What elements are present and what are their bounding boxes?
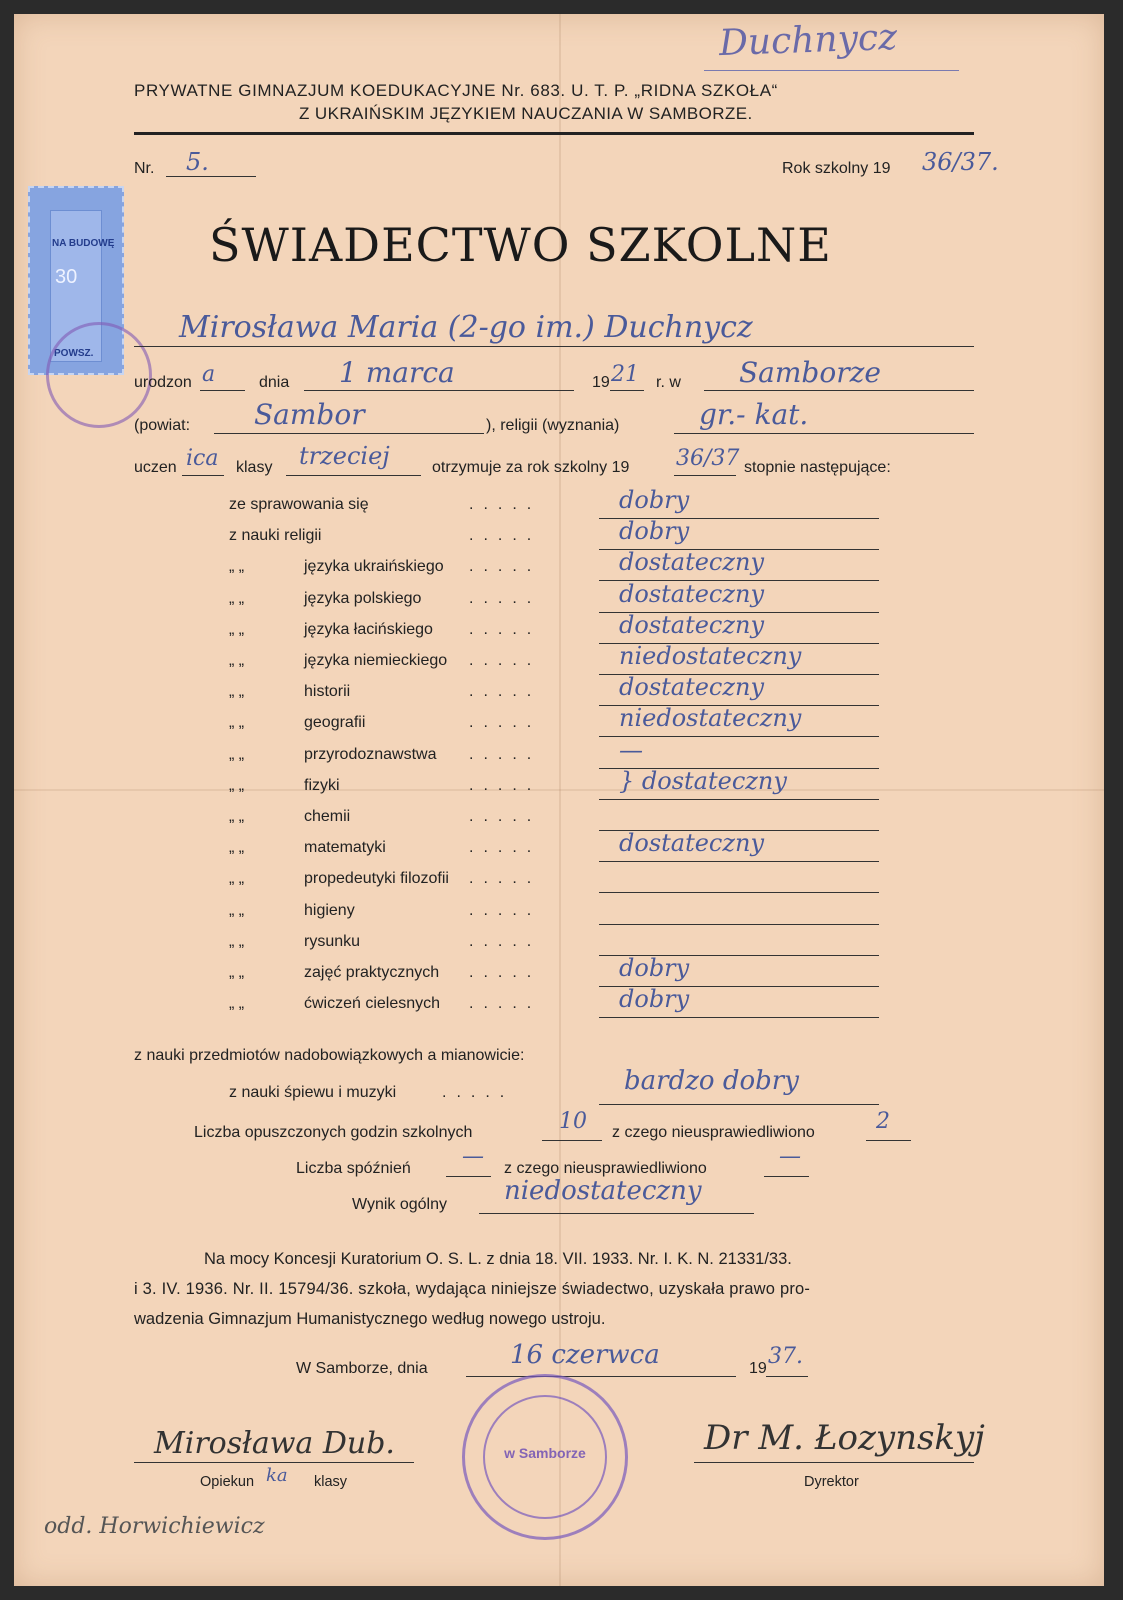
grade-row-dots: ..... bbox=[469, 558, 542, 576]
grade-row-dots: ..... bbox=[469, 683, 542, 701]
grade-row-ditto: „ „ bbox=[229, 901, 245, 919]
grade-row-grade: dostateczny bbox=[619, 610, 765, 639]
grade-row bbox=[14, 870, 1104, 901]
grade-row bbox=[14, 548, 1104, 589]
grade-row-dots: ..... bbox=[469, 620, 542, 638]
grade-row-grade: dostateczny bbox=[619, 673, 765, 702]
grade-row-grade: niedostateczny bbox=[619, 642, 802, 670]
revenue-stamp-value: 30 bbox=[55, 266, 78, 288]
bottom-note: odd. Horwichiewicz bbox=[44, 1514, 265, 1539]
grade-row-ditto: „ „ bbox=[229, 652, 245, 669]
grade-row bbox=[14, 610, 1104, 652]
grade-row-subject: zajęć praktycznych bbox=[304, 964, 440, 981]
number-value: 5. bbox=[186, 148, 209, 176]
grade-row-ditto: „ „ bbox=[229, 839, 245, 857]
grade-row-dots: ..... bbox=[469, 589, 542, 607]
late-unexcused-value: — bbox=[779, 1144, 801, 1169]
grade-row-dots: ..... bbox=[469, 808, 542, 825]
grade-row-ditto: „ „ bbox=[229, 964, 245, 981]
grade-row-dots: ..... bbox=[469, 964, 542, 981]
grade-row-subject: z nauki religii bbox=[229, 527, 322, 545]
revenue-stamp-bottom-text: POWSZ. bbox=[54, 348, 94, 359]
birth-day-label: dnia bbox=[259, 374, 290, 391]
grade-row-ditto: „ „ bbox=[229, 589, 245, 607]
grade-row-underline bbox=[599, 1017, 879, 1018]
religion-underline bbox=[674, 433, 974, 434]
late-label: Liczba spóźnień bbox=[296, 1160, 411, 1177]
grade-row-underline bbox=[599, 799, 879, 800]
pupil-suffix: ica bbox=[186, 446, 219, 471]
grade-row bbox=[14, 933, 1104, 964]
grade-row-subject: języka ukraińskiego bbox=[304, 558, 444, 576]
student-name-underline bbox=[134, 346, 974, 347]
late-underline bbox=[446, 1176, 491, 1177]
grade-row-dots: ..... bbox=[469, 995, 542, 1013]
issued-year-prefix: 19 bbox=[749, 1360, 767, 1377]
grade-row-grade: dobry bbox=[619, 486, 690, 514]
grade-row-subject: ćwiczeń cielesnych bbox=[304, 995, 441, 1013]
school-year-value: 36/37. bbox=[922, 148, 999, 176]
missed-hours-value: 10 bbox=[559, 1109, 587, 1134]
grade-row-subject: chemii bbox=[304, 808, 351, 825]
birth-date-underline bbox=[304, 390, 574, 391]
optional-subject-dots: ..... bbox=[442, 1084, 515, 1101]
issued-year-suffix: 37. bbox=[768, 1344, 803, 1369]
grade-row-subject: języka niemieckiego bbox=[304, 652, 448, 669]
missed-unexcused-underline bbox=[866, 1140, 911, 1141]
legal-text-line-2: i 3. IV. 1936. Nr. II. 15794/36. szkoła, wydająca niniejsze świadectwo, uzyskała prawo pro- bbox=[134, 1280, 811, 1298]
header-rule bbox=[134, 132, 974, 135]
result-label: Wynik ogólny bbox=[352, 1196, 448, 1213]
grade-row-dots: ..... bbox=[469, 527, 542, 545]
grade-row-dots: ..... bbox=[469, 714, 542, 732]
district-underline bbox=[214, 433, 484, 434]
grade-row bbox=[14, 704, 1104, 745]
birth-year-prefix: 19 bbox=[592, 374, 610, 391]
district-value: Sambor bbox=[254, 398, 365, 431]
grade-row-underline bbox=[599, 892, 879, 893]
optional-subjects-label: z nauki przedmiotów nadobowiązkowych a mianowicie: bbox=[134, 1047, 525, 1064]
class-underline bbox=[286, 475, 421, 476]
missed-unexcused-value: 2 bbox=[876, 1109, 890, 1134]
issued-label: W Samborze, dnia bbox=[296, 1360, 428, 1377]
issued-year-underline bbox=[766, 1376, 808, 1377]
grade-row bbox=[14, 517, 1104, 558]
grade-row-dots: ..... bbox=[469, 932, 542, 950]
grade-row-grade: dostateczny bbox=[619, 548, 765, 577]
school-round-stamp-center: w Samborze bbox=[504, 1445, 586, 1461]
grade-row-dots: ..... bbox=[469, 652, 542, 669]
receives-year: 36/37 bbox=[676, 446, 740, 471]
guardian-label-a: Opiekun bbox=[200, 1474, 255, 1490]
birth-place: Samborze bbox=[739, 356, 881, 389]
optional-subject-grade: bardzo dobry bbox=[624, 1066, 799, 1096]
grade-row-subject: geografii bbox=[304, 714, 366, 732]
grade-row-subject: języka polskiego bbox=[304, 589, 422, 607]
grade-row-grade: dobry bbox=[619, 517, 690, 546]
grade-row-grade: — bbox=[619, 735, 643, 764]
grade-row-subject: języka łacińskiego bbox=[304, 620, 433, 638]
grade-row-grade: dobry bbox=[619, 985, 690, 1014]
grade-row bbox=[14, 642, 1104, 683]
grade-row bbox=[14, 829, 1104, 870]
receives-suffix: stopnie następujące: bbox=[744, 459, 891, 476]
grade-row-dots: ..... bbox=[469, 901, 542, 919]
grade-row bbox=[14, 954, 1104, 995]
grade-row-ditto: „ „ bbox=[229, 620, 245, 638]
grade-row-grade: } dostateczny bbox=[619, 766, 787, 795]
grade-row-grade: dostateczny bbox=[619, 579, 765, 608]
religion-value: gr.- kat. bbox=[699, 398, 809, 431]
grade-row-ditto: „ „ bbox=[229, 745, 245, 763]
guardian-signature-underline bbox=[134, 1462, 414, 1463]
school-round-stamp bbox=[462, 1374, 628, 1540]
missed-hours-underline bbox=[542, 1140, 602, 1141]
legal-text-line-3: wadzenia Gimnazjum Humanistycznego według nowego ustroju. bbox=[134, 1310, 606, 1328]
grade-row-grade: dobry bbox=[619, 954, 690, 982]
optional-subject: z nauki śpiewu i muzyki bbox=[229, 1084, 397, 1101]
grade-row-grade: dostateczny bbox=[619, 829, 765, 858]
birth-date: 1 marca bbox=[339, 356, 455, 389]
grade-row-dots: ..... bbox=[469, 839, 542, 857]
grade-row bbox=[14, 735, 1104, 777]
grade-row-subject: propedeutyki filozofii bbox=[304, 870, 449, 888]
missed-hours-label: Liczba opuszczonych godzin szkolnych bbox=[194, 1124, 473, 1141]
grade-row-subject: ze sprawowania się bbox=[229, 496, 369, 513]
birth-year-suffix: 21 bbox=[611, 362, 639, 387]
pupil-label: uczen bbox=[134, 459, 177, 476]
grade-row-subject: higieny bbox=[304, 901, 355, 919]
late-unexcused-underline bbox=[764, 1176, 809, 1177]
grade-row-dots: ..... bbox=[469, 870, 542, 888]
grade-row-subject: rysunku bbox=[304, 932, 361, 950]
issued-date: 16 czerwca bbox=[510, 1340, 660, 1370]
grade-row bbox=[14, 766, 1104, 808]
grade-row-underline bbox=[599, 924, 879, 925]
certificate-page bbox=[14, 14, 1104, 1586]
late-unexcused-label: z czego nieusprawiedliwiono bbox=[504, 1160, 707, 1177]
missed-unexcused-label: z czego nieusprawiedliwiono bbox=[612, 1124, 815, 1141]
religion-label: ), religii (wyznania) bbox=[486, 417, 620, 434]
born-suffix-underline bbox=[200, 390, 245, 391]
born-suffix: a bbox=[202, 362, 216, 387]
late-value: — bbox=[462, 1144, 484, 1169]
grade-row-subject: matematyki bbox=[304, 839, 386, 857]
birth-place-underline bbox=[704, 390, 974, 391]
class-label: klasy bbox=[236, 459, 273, 476]
district-label: (powiat: bbox=[134, 417, 191, 434]
receives-label: otrzymuje za rok szkolny 19 bbox=[432, 459, 630, 476]
director-label: Dyrektor bbox=[804, 1474, 859, 1490]
school-year-label: Rok szkolny 19 bbox=[782, 160, 891, 177]
director-signature: Dr M. Łozynskyj bbox=[704, 1418, 985, 1458]
revenue-stamp-top-text: NA BUDOWĘ bbox=[52, 238, 115, 249]
grade-row-subject: fizyki bbox=[304, 776, 340, 794]
grade-row bbox=[14, 486, 1104, 527]
grade-row-dots: ..... bbox=[469, 496, 542, 513]
grade-row-ditto: „ „ bbox=[229, 776, 245, 794]
grade-row-ditto: „ „ bbox=[229, 683, 245, 701]
grade-row bbox=[14, 985, 1104, 1026]
born-label: urodzon bbox=[134, 374, 192, 391]
grade-row-ditto: „ „ bbox=[229, 808, 245, 825]
guardian-label-b: ka bbox=[266, 1465, 288, 1486]
guardian-signature: Mirosława Dub. bbox=[154, 1426, 395, 1461]
header-line-1: PRYWATNE GIMNAZJUM KOEDUKACYJNE Nr. 683. U. T. P. „RIDNA SZKOŁA“ bbox=[134, 81, 778, 100]
grade-row-ditto: „ „ bbox=[229, 932, 245, 950]
top-handwritten-name: Duchnycz bbox=[718, 16, 898, 65]
grade-row bbox=[14, 808, 1104, 839]
result-value: niedostateczny bbox=[504, 1176, 702, 1206]
grade-row bbox=[14, 673, 1104, 714]
number-underline bbox=[166, 176, 256, 177]
result-underline bbox=[479, 1213, 754, 1214]
legal-text-line-1: Na mocy Koncesji Kuratorium O. S. L. z dnia 18. VII. 1933. Nr. I. K. N. 21331/33. bbox=[204, 1250, 792, 1268]
number-label: Nr. bbox=[134, 160, 155, 177]
header-line-2: Z UKRAIŃSKIM JĘZYKIEM NAUCZANIA W SAMBORZE. bbox=[299, 104, 753, 123]
grade-row-ditto: „ „ bbox=[229, 714, 245, 732]
grade-row-ditto: „ „ bbox=[229, 558, 245, 576]
pupil-suffix-underline bbox=[182, 475, 224, 476]
issued-date-underline bbox=[466, 1376, 736, 1377]
director-signature-underline bbox=[694, 1462, 974, 1463]
grade-row-ditto: „ „ bbox=[229, 995, 245, 1013]
guardian-label-c: klasy bbox=[314, 1474, 348, 1490]
birth-year-underline bbox=[610, 390, 644, 391]
student-name: Mirosława Maria (2-go im.) Duchnycz bbox=[179, 310, 753, 345]
grade-row bbox=[14, 902, 1104, 933]
grade-row-dots: ..... bbox=[469, 776, 542, 794]
birth-place-label: r. w bbox=[656, 374, 681, 391]
top-name-underline bbox=[704, 70, 959, 71]
grade-row-subject: historii bbox=[304, 683, 351, 701]
grade-row bbox=[14, 579, 1104, 621]
receives-year-underline bbox=[674, 475, 736, 476]
grade-row-ditto: „ „ bbox=[229, 870, 245, 888]
grade-row-dots: ..... bbox=[469, 745, 542, 763]
optional-subject-underline bbox=[599, 1104, 879, 1105]
grades-list bbox=[14, 486, 1104, 1036]
grade-row-grade: niedostateczny bbox=[619, 704, 802, 733]
certificate-title: ŚWIADECTWO SZKOLNE bbox=[209, 218, 832, 272]
class-value: trzeciej bbox=[299, 442, 390, 470]
grade-row-underline bbox=[599, 861, 879, 862]
grade-row-subject: przyrodoznawstwa bbox=[304, 745, 437, 763]
